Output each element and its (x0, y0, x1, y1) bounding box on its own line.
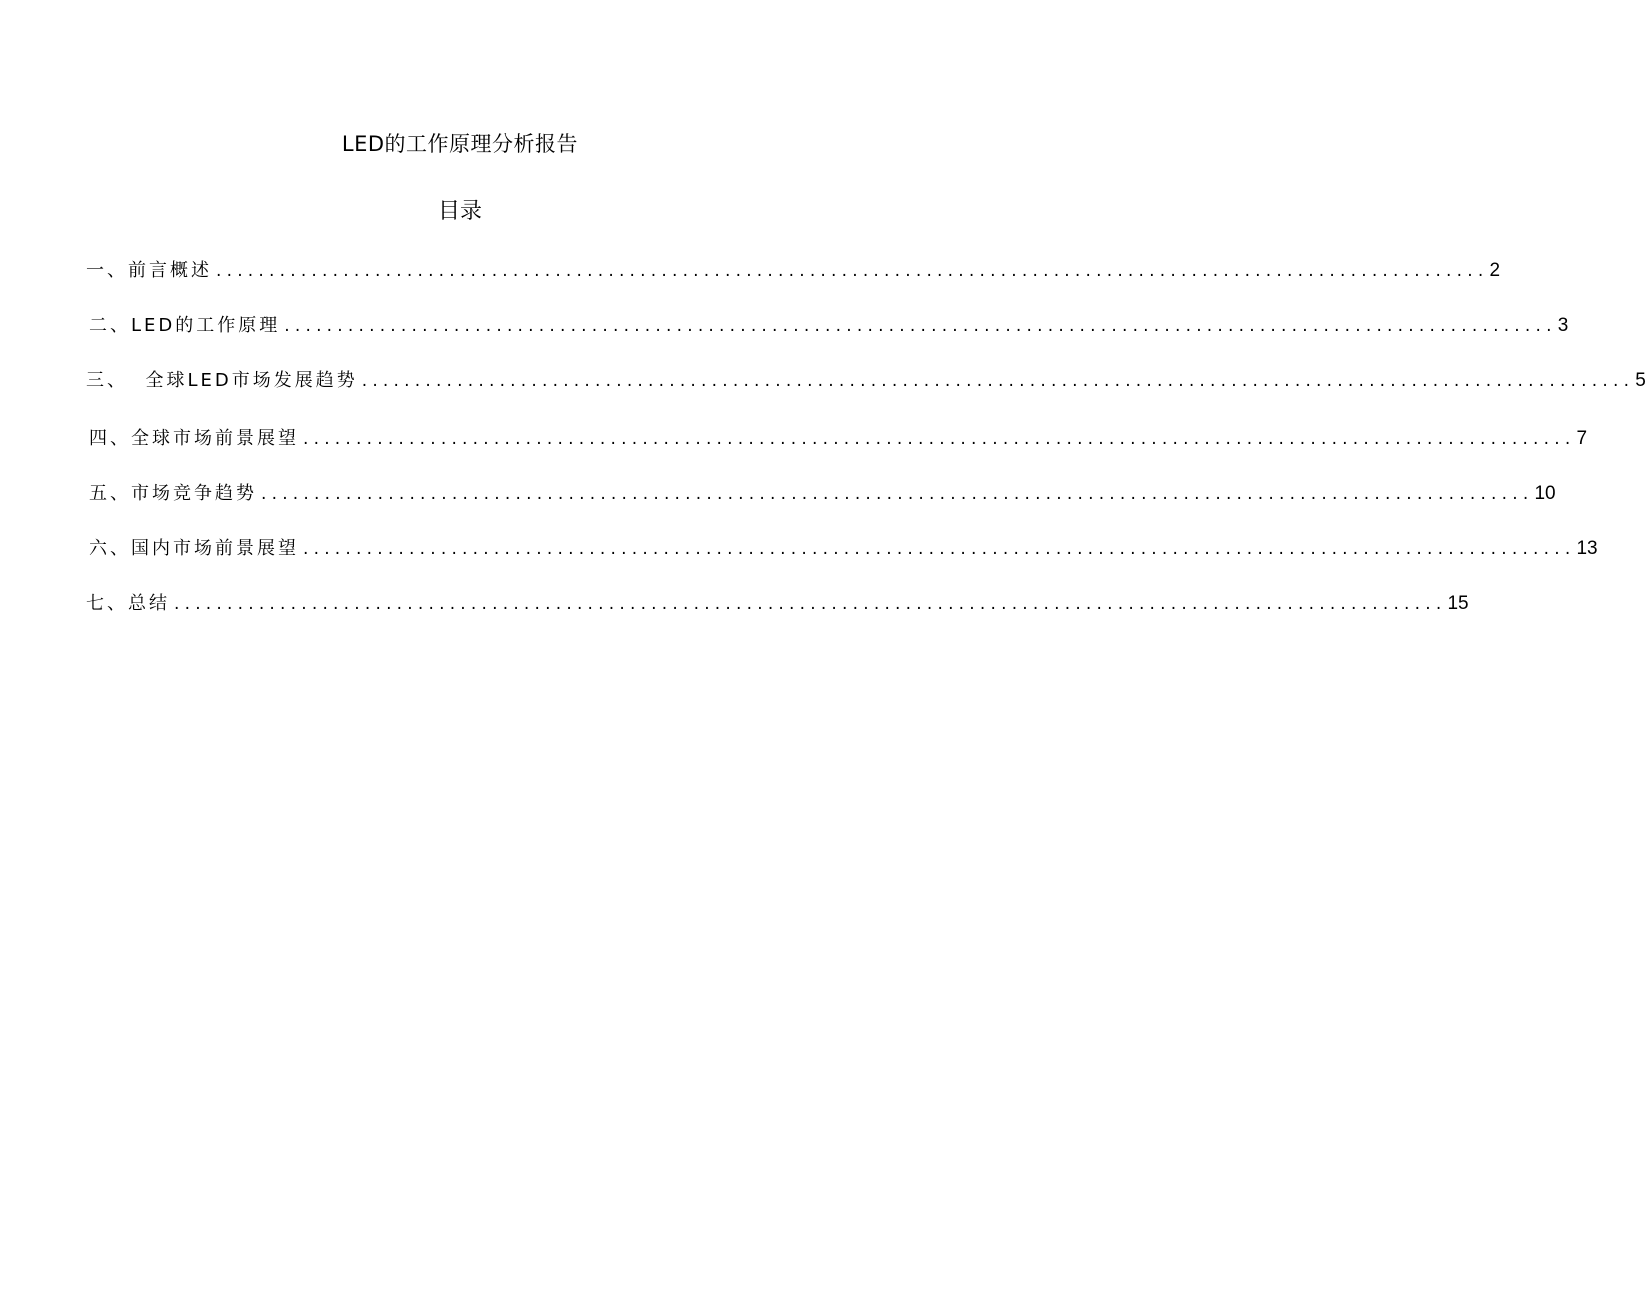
toc-page-number: 2 (1489, 260, 1501, 281)
toc-entry-label: 三、 全球LED市场发展趋势 (86, 370, 358, 391)
toc-entry-1[interactable] (86, 255, 1501, 285)
toc-heading: 目录 (437, 199, 482, 224)
toc-entry-7[interactable] (86, 588, 1469, 618)
toc-page-number: 3 (1557, 315, 1569, 336)
toc-entry-6[interactable] (89, 533, 1598, 563)
toc-entry-3[interactable] (86, 365, 1646, 395)
toc-entry-label: 五、市场竞争趋势 (89, 483, 257, 504)
toc-page-number: 5 (1635, 370, 1646, 391)
toc-dot-leader: ........................................................................................................................ (303, 429, 1576, 449)
toc-page-number: 10 (1534, 483, 1556, 504)
toc-dot-leader: ........................................................................................................................ (303, 539, 1576, 559)
toc-dot-leader: ........................................................................................................................ (261, 484, 1534, 504)
toc-page-number: 7 (1576, 428, 1588, 449)
toc-dot-leader: ........................................................................................................................ (174, 594, 1447, 614)
toc-dot-leader: ........................................................................................................................ (284, 316, 1557, 336)
toc-entry-label: 二、LED的工作原理 (89, 315, 281, 336)
toc-entry-5[interactable] (89, 478, 1556, 508)
toc-dot-leader: ........................................................................................................................ (361, 371, 1635, 391)
toc-entry-4[interactable] (89, 423, 1588, 453)
toc-dot-leader: ........................................................................................................................ (216, 261, 1489, 281)
toc-page-number: 15 (1447, 593, 1469, 614)
document-title: LED的工作原理分析报告 (341, 132, 579, 156)
toc-entry-label: 一、前言概述 (86, 260, 212, 281)
toc-entry-2[interactable] (89, 310, 1569, 340)
toc-entry-label: 四、全球市场前景展望 (89, 428, 299, 449)
toc-entry-label: 七、总结 (86, 593, 170, 614)
toc-page-number: 13 (1576, 538, 1598, 559)
toc-entry-label: 六、国内市场前景展望 (89, 538, 299, 559)
